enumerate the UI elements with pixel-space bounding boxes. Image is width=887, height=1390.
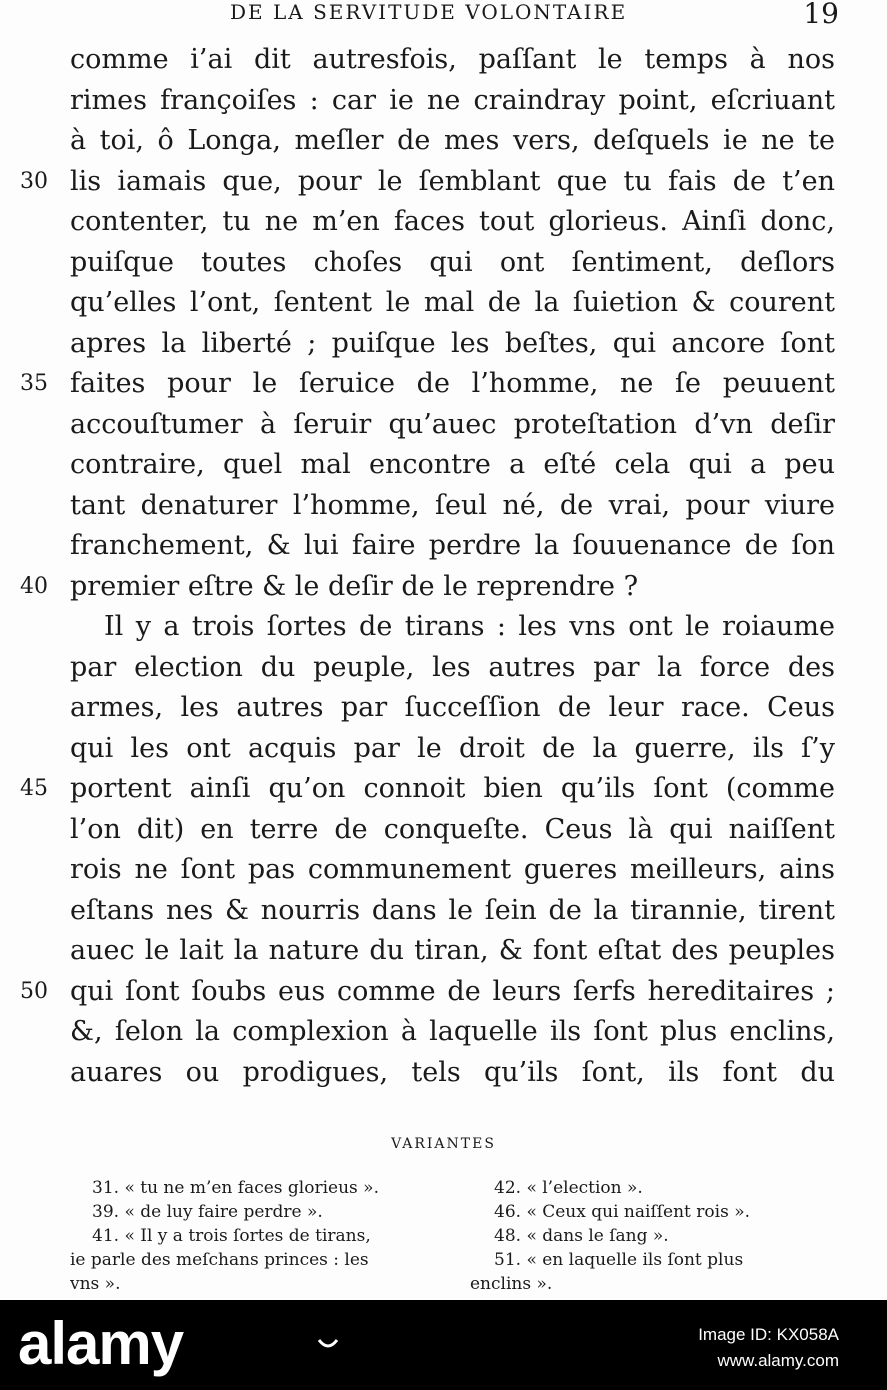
variant-note: vns ».	[70, 1274, 121, 1294]
text-line: rois ne ſont pas communement gueres meilleurs, ains	[70, 854, 835, 885]
variant-note: 48. « dans le ſang ».	[494, 1226, 669, 1246]
text-line: &, ſelon la complexion à laquelle ils ſont plus enclins,	[70, 1016, 835, 1047]
text-line: contenter, tu ne m’en faces tout glorieus. Ainſi donc,	[70, 206, 835, 237]
page-number: 19	[803, 0, 839, 30]
running-title: DE LA SERVITUDE VOLONTAIRE	[230, 0, 628, 24]
variant-note: 51. « en laquelle ils ſont plus	[494, 1250, 744, 1270]
text-line: Il y a trois ſortes de tirans : les vns ont le roiaume	[104, 611, 835, 642]
logo-swoosh-icon	[318, 1338, 338, 1352]
variant-note: 46. « Ceux qui naiſſent rois ».	[494, 1202, 751, 1222]
text-line: premier eſtre & le deſir de le reprendre ?	[70, 571, 639, 602]
text-line: qui les ont acquis par le droit de la guerre, ils ſ’y	[70, 733, 835, 764]
text-line: eſtans nes & nourris dans le ſein de la tirannie, tirent	[70, 895, 835, 926]
text-line: qui ſont ſoubs eus comme de leurs ſerfs hereditaires ;	[70, 976, 835, 1007]
text-line: puiſque toutes choſes qui ont ſentiment, deſlors	[70, 247, 835, 278]
text-line: l’on dit) en terre de conqueſte. Ceus là qui naiſſent	[70, 814, 835, 845]
variant-note: 41. « Il y a trois ſortes de tirans,	[92, 1226, 371, 1246]
text-line: auares ou prodigues, tels qu’ils ſont, ils font du	[70, 1057, 835, 1088]
text-line: à toi, ô Longa, meſler de mes vers, deſquels ie ne te	[70, 125, 835, 156]
image-id: Image ID: KX058A	[698, 1325, 839, 1344]
variant-note: 39. « de luy faire perdre ».	[92, 1202, 323, 1222]
text-line: apres la liberté ; puiſque les beſtes, qui ancore ſont	[70, 328, 835, 359]
text-line: accouſtumer à ſeruir qu’auec proteſtation d’vn deſir	[70, 409, 835, 440]
watermark-banner	[0, 1300, 887, 1390]
variant-note: ie parle des meſchans princes : les	[70, 1250, 369, 1270]
site-url: www.alamy.com	[717, 1351, 839, 1370]
text-line: tant denaturer l’homme, ſeul né, de vrai, pour viure	[70, 490, 835, 521]
footer-meta	[698, 1322, 839, 1374]
line-number: 30	[20, 169, 48, 194]
line-number: 45	[20, 776, 48, 801]
text-line: qu’elles l’ont, ſentent le mal de la ſuietion & courent	[70, 287, 835, 318]
variant-note: 31. « tu ne m’en faces glorieus ».	[92, 1178, 379, 1198]
line-number: 40	[20, 574, 48, 599]
text-line: faites pour le ſeruice de l’homme, ne ſe peuuent	[70, 368, 835, 399]
text-line: contraire, quel mal encontre a eſté cela qui a peu	[70, 449, 835, 480]
text-line: auec le lait la nature du tiran, & font eſtat des peuples	[70, 935, 835, 966]
text-line: rimes françoiſes : car ie ne craindray point, eſcriuant	[70, 85, 835, 116]
text-line: par election du peuple, les autres par la force des	[70, 652, 835, 683]
variant-note: enclins ».	[470, 1274, 553, 1294]
text-line: comme i’ai dit autresfois, paſſant le temps à nos	[70, 44, 835, 75]
text-line: franchement, & lui faire perdre la ſouuenance de ſon	[70, 530, 835, 561]
text-line: armes, les autres par ſucceſſion de leur race. Ceus	[70, 692, 835, 723]
text-line: lis iamais que, pour le ſemblant que tu fais de t’en	[70, 166, 835, 197]
line-number: 35	[20, 371, 48, 396]
line-number: 50	[20, 979, 48, 1004]
variant-note: 42. « l’election ».	[494, 1178, 643, 1198]
text-line: portent ainſi qu’on connoit bien qu’ils ſont (comme	[70, 773, 835, 804]
alamy-logo: alamy	[18, 1310, 184, 1377]
variants-heading: VARIANTES	[391, 1136, 496, 1152]
